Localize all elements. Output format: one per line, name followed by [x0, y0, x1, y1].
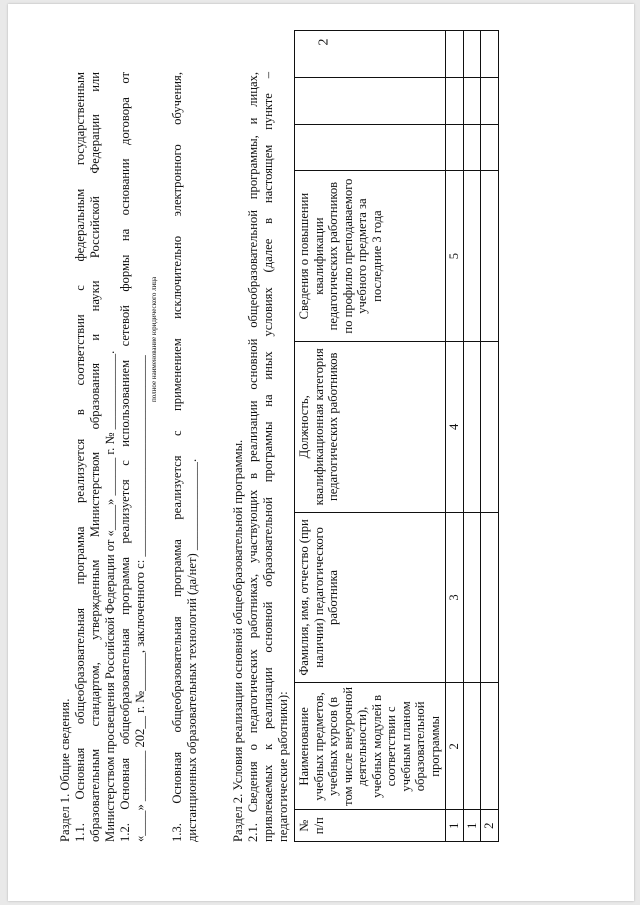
table-cell [463, 512, 481, 683]
p1-1-line2: образовательным стандартом, утвержденным Министерством образования и науки Российской Федерации или [88, 72, 102, 842]
table-cell: 2 [481, 810, 499, 842]
table-cell [481, 512, 499, 683]
table-cell [481, 171, 499, 342]
table-cell [481, 124, 499, 171]
table-cell: 1 [463, 810, 481, 842]
p2-1-line2: привлекаемых к реализации основной образовательной программы на иных условиях (далее в настоящем пункте – [261, 72, 275, 842]
table-cell [481, 341, 499, 512]
table-cell [463, 124, 481, 171]
table-cell [463, 683, 481, 810]
table-cell: 1 [446, 810, 464, 842]
table-cell: 3 [446, 512, 464, 683]
table-cell [463, 341, 481, 512]
table-row [463, 31, 481, 842]
p1-1-line3: Министерством просвещения Российской Федерации от «____» ______ г. № ____________. [103, 350, 117, 842]
header-position: Должность, квалификационная категория педагогических работников [295, 341, 446, 512]
header-number: № п/п [295, 810, 446, 842]
table-cell [446, 77, 464, 124]
table-cell: 4 [446, 341, 464, 512]
table-cell: 5 [446, 171, 464, 342]
table-cell [446, 31, 464, 78]
header-extra-3 [295, 31, 446, 78]
table-cell [446, 124, 464, 171]
table-cell [463, 31, 481, 78]
document-page [8, 4, 634, 901]
p1-3-line1: 1.3. Основная общеобразовательная программа реализуется с применением исключительно электронного обучения, [170, 72, 184, 842]
p1-3-line2: дистанционных образовательных технологий (да/нет) ______________. [185, 458, 199, 842]
table-header-row [295, 31, 446, 842]
p1-2-line2: «____» ________ 202__ г. №______, заключенного с: ________________________________ [133, 355, 147, 842]
p1-2-line1: 1.2. Основная общеобразовательная программа реализуется с использованием сетевой формы на основании договора от [118, 72, 132, 842]
table-cell: 2 [446, 683, 464, 810]
p1-2-note: полное наименование юридического лица [150, 276, 158, 402]
page-number: 2 [316, 38, 332, 46]
section2-heading: Раздел 2. Условия реализации основной общеобразовательной программы. [231, 439, 245, 842]
header-extra-2 [295, 77, 446, 124]
header-teacher-name: Фамилия, имя, отчество (при наличии) педагогического работника [295, 512, 446, 683]
table-cell [481, 77, 499, 124]
table-row [446, 31, 464, 842]
header-qualification: Сведения о повышении квалификации педагогических работников по профилю преподаваемого учебного предмета за последние 3 года [295, 171, 446, 342]
p2-1-line1: 2.1. Сведения о педагогических работниках, участвующих в реализации основной общеобразовательной программы, и лицах, [246, 72, 260, 842]
table-row [481, 31, 499, 842]
table-cell [481, 683, 499, 810]
table-cell [463, 171, 481, 342]
table-cell [481, 31, 499, 78]
p2-1-line3: педагогические работники): [276, 691, 290, 842]
header-extra-1 [295, 124, 446, 171]
p1-1-line1: 1.1. Основная общеобразовательная программа реализуется в соответствии с федеральным государственным [73, 72, 87, 842]
section1-heading: Раздел 1. Общие сведения. [58, 698, 72, 842]
rotated-content [58, 22, 528, 842]
table-cell [463, 77, 481, 124]
header-subjects: Наименование учебных предметов, учебных курсов (в том числе внеурочной деятельности), учебных модулей в соответствии с учебным планом образовательной программы [295, 683, 446, 810]
teachers-table [294, 30, 499, 842]
